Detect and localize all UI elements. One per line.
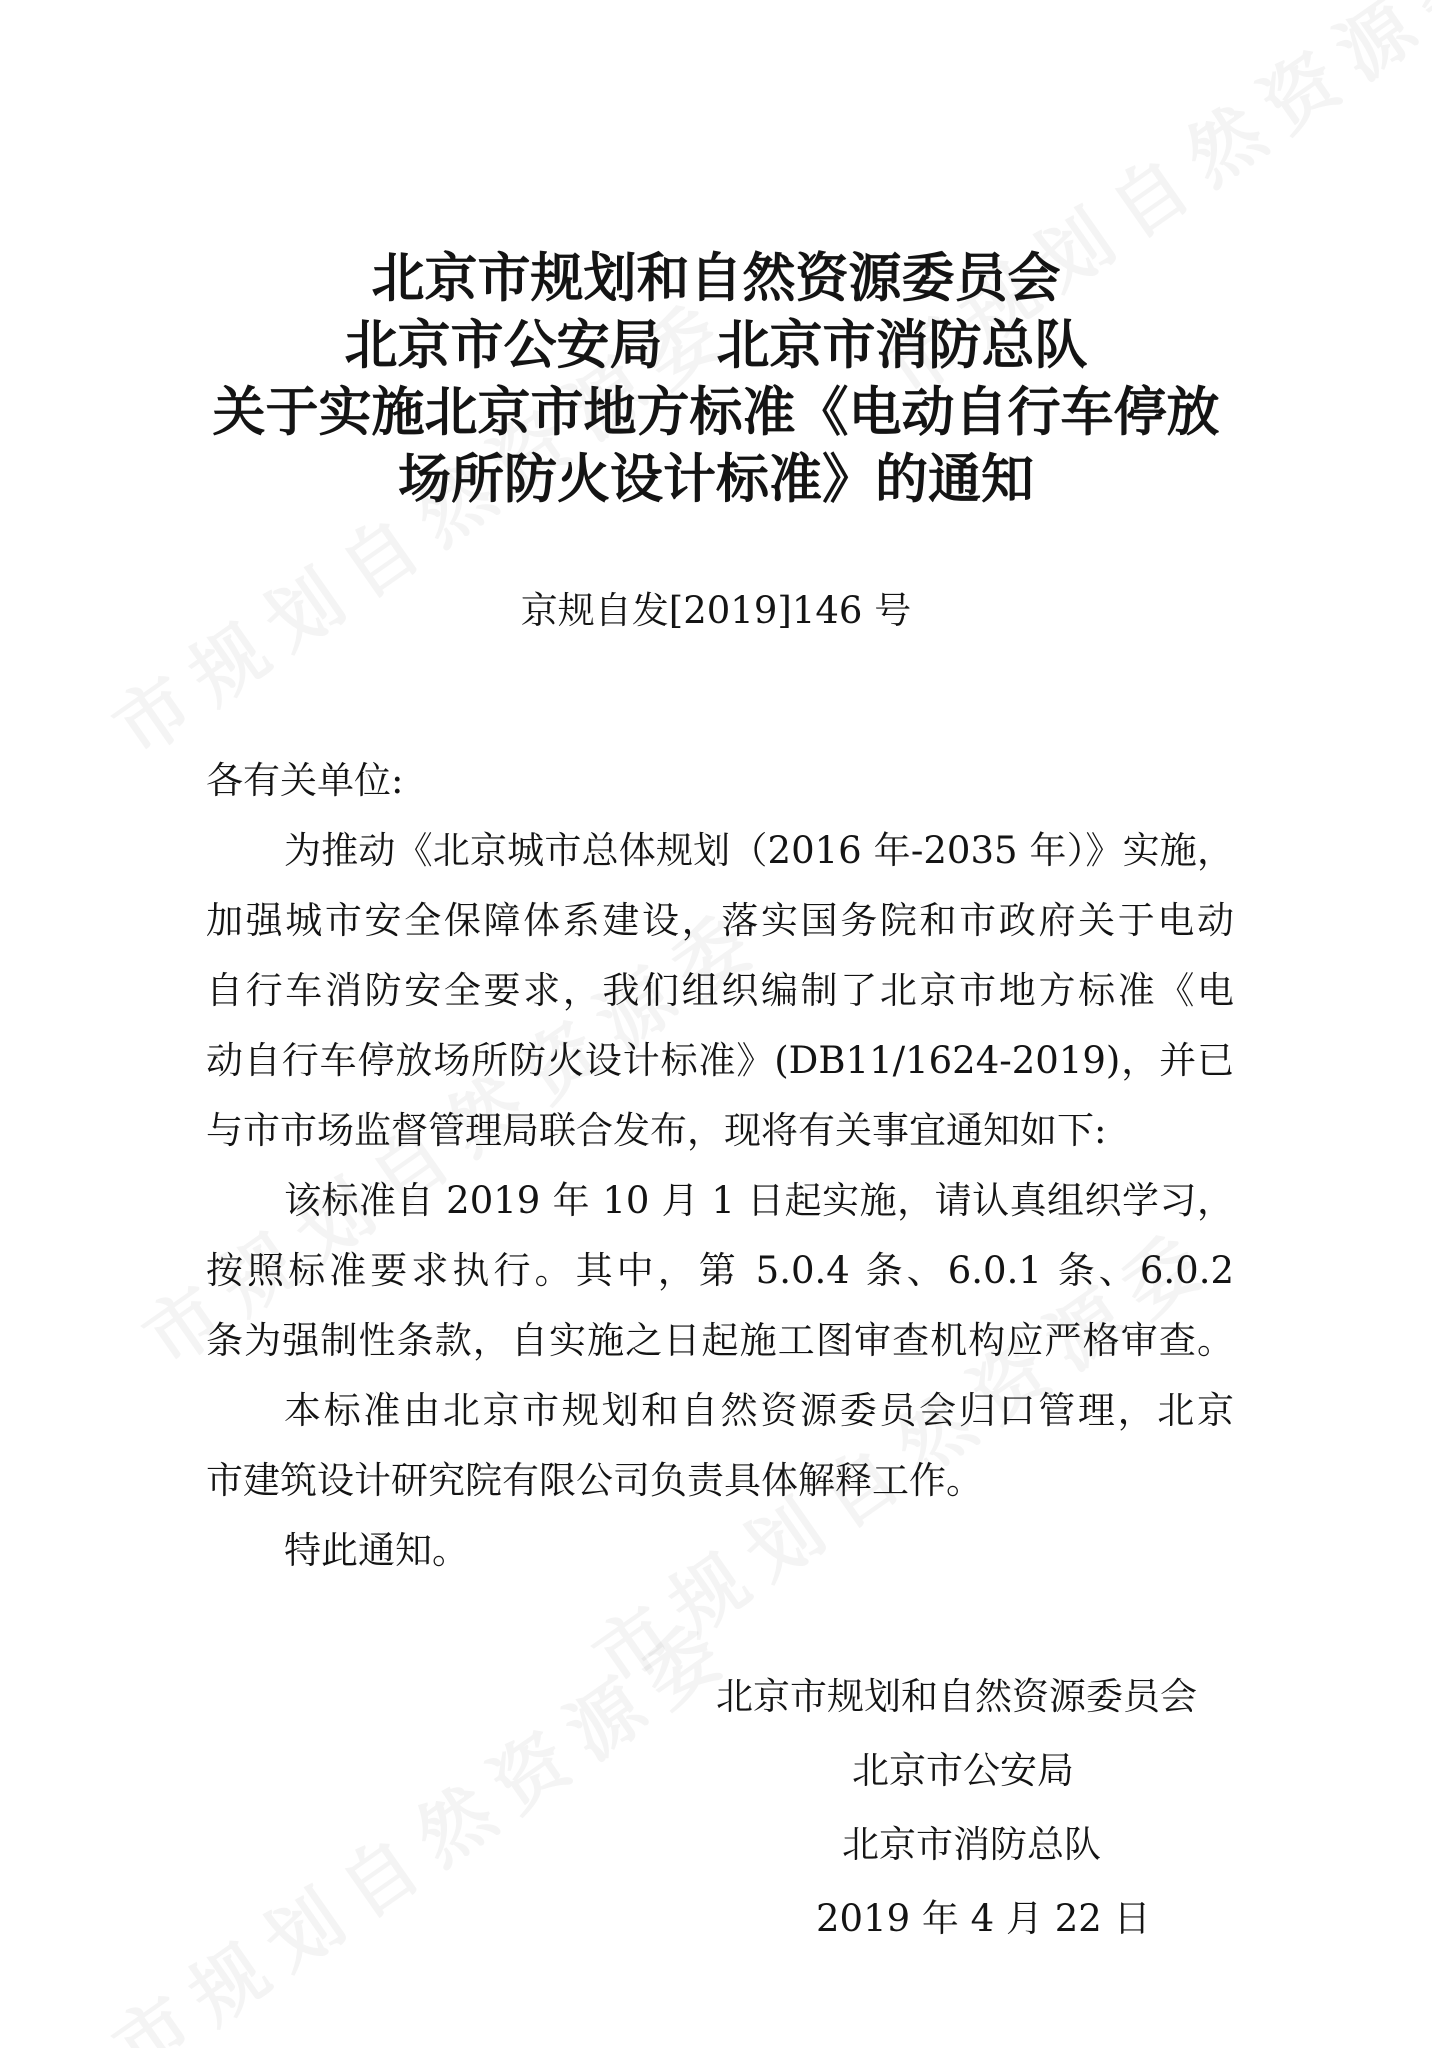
document-number: 京规自发[2019]146 号 (520, 589, 912, 632)
title-line-3: 关于实施北京市地方标准《电动自行车停放 (212, 381, 1220, 443)
salutation: 各有关单位: (206, 759, 404, 802)
title-line-4: 场所防火设计标准》的通知 (398, 448, 1034, 510)
body-line: 该标准自 2019 年 10 月 1 日起实施，请认真组织学习， (284, 1179, 1234, 1222)
body-line: 自行车消防安全要求，我们组织编制了北京市地方标准《电 (206, 969, 1234, 1012)
body-line: 按照标准要求执行。其中，第 5.0.4 条、6.0.1 条、6.0.2 (206, 1249, 1234, 1292)
body-line: 本标准由北京市规划和自然资源委员会归口管理，北京 (284, 1389, 1234, 1432)
body-line: 动自行车停放场所防火设计标准》(DB11/1624-2019)，并已 (206, 1039, 1234, 1082)
body-line: 为推动《北京城市总体规划（2016 年-2035 年）》实施， (284, 829, 1234, 872)
signature-org-fire: 北京市消防总队 (842, 1823, 1101, 1866)
closing-line: 特此通知。 (284, 1529, 469, 1572)
watermark (90, 1588, 754, 2048)
signature-org-planning: 北京市规划和自然资源委员会 (716, 1675, 1197, 1718)
title-line-1: 北京市规划和自然资源委员会 (371, 247, 1061, 309)
title-issuer-police: 北京市公安局 (344, 314, 663, 376)
body-line: 市建筑设计研究院有限公司负责具体解释工作。 (206, 1459, 983, 1502)
signature-date: 2019 年 4 月 22 日 (816, 1897, 1151, 1940)
body-line: 加强城市安全保障体系建设，落实国务院和市政府关于电动 (206, 899, 1234, 942)
body-line: 条为强制性条款，自实施之日起施工图审查机构应严格审查。 (206, 1319, 1234, 1362)
body-line: 与市市场监督管理局联合发布，现将有关事宜通知如下: (206, 1109, 1107, 1152)
title-issuer-fire: 北京市消防总队 (716, 314, 1088, 376)
title-line-2 (180, 313, 1252, 377)
signature-org-police: 北京市公安局 (852, 1749, 1074, 1792)
